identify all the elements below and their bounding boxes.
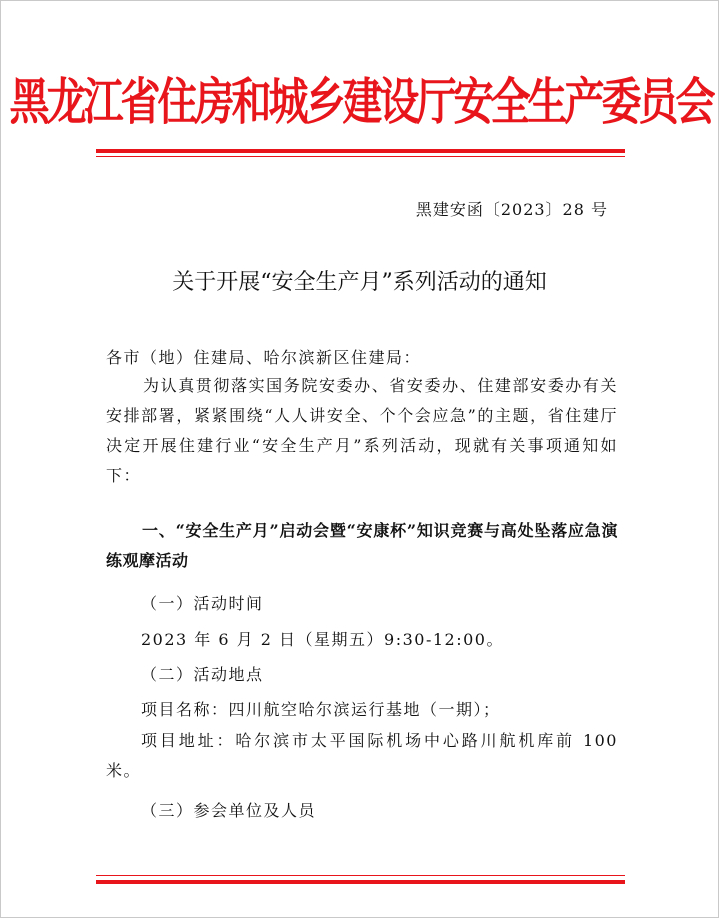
sub-heading-location: （二）活动地点 <box>141 665 264 684</box>
section-1-heading: 一、“安全生产月”启动会暨“安康杯”知识竞赛与高处坠落应急演练观摩活动 <box>106 521 618 570</box>
footer-rule-thin <box>96 875 625 876</box>
document-number: 黑建安函〔2023〕28 号 <box>415 200 608 219</box>
footer-rule-thick <box>96 880 625 884</box>
intro-paragraph: 为认真贯彻落实国务院安委办、省安委办、住建部安委办有关安排部署，紧紧围绕“人人讲安全、个个会应急”的主题，省住建厅决定开展住建行业“安全生产月”系列活动，现就有关事项通知如下： <box>106 376 618 485</box>
masthead-title: 黑龙江省住房和城乡建设厅安全生产委员会 <box>9 72 713 132</box>
sub-heading-participants: （三）参会单位及人员 <box>141 801 317 820</box>
sub-heading-time: （一）活动时间 <box>141 594 264 613</box>
masthead-rule-thick <box>96 149 625 153</box>
masthead-rule-thin <box>96 156 625 157</box>
salutation: 各市（地）住建局、哈尔滨新区住建局： <box>106 348 422 367</box>
activity-time: 2023 年 6 月 2 日（星期五）9:30-12:00。 <box>141 630 504 649</box>
project-address: 项目地址：哈尔滨市太平国际机场中心路川航机库前 100 米。 <box>106 731 618 780</box>
document-title: 关于开展“安全生产月”系列活动的通知 <box>172 270 547 295</box>
project-name: 项目名称：四川航空哈尔滨运行基地（一期）； <box>141 700 501 719</box>
